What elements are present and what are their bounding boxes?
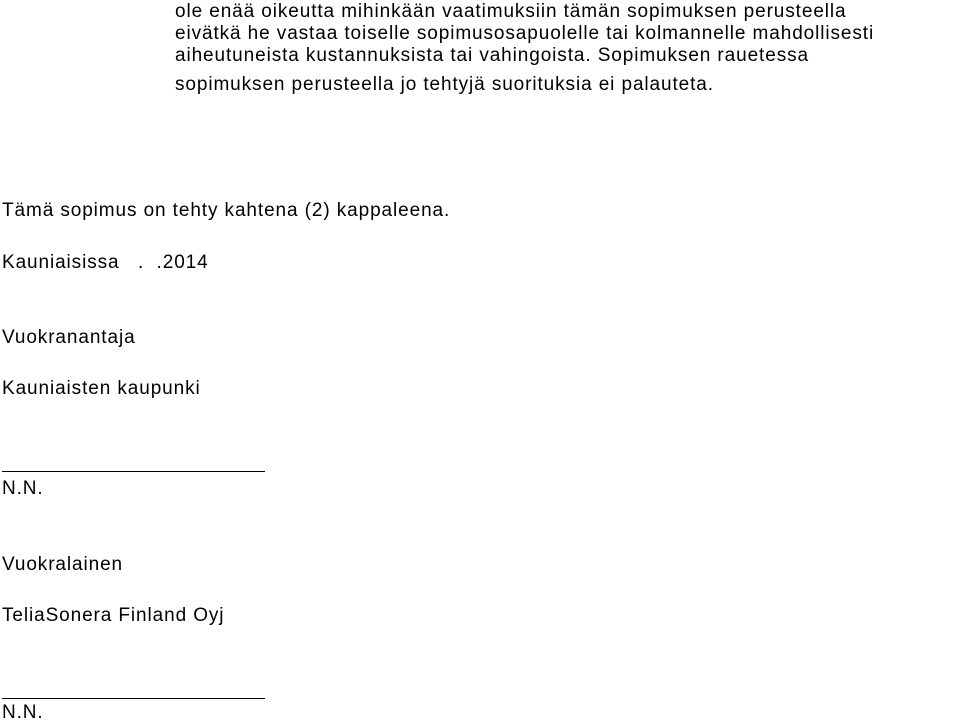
clause-line-3: aiheutuneista kustannuksista tai vahingoista. Sopimuksen rauetessa xyxy=(175,45,809,66)
lessee-signature-line xyxy=(2,698,265,699)
clause-line-4: sopimuksen perusteella jo tehtyjä suorituksia ei palauteta. xyxy=(175,74,714,95)
lessee-name: TeliaSonera Finland Oyj xyxy=(2,605,225,626)
lessor-name: Kauniaisten kaupunki xyxy=(2,378,201,399)
lessee-signer: N.N. xyxy=(2,702,44,723)
copies-statement: Tämä sopimus on tehty kahtena (2) kappaleena. xyxy=(2,200,451,221)
lessor-signer: N.N. xyxy=(2,478,44,499)
place-date: Kauniaisissa . .2014 xyxy=(2,252,209,273)
lessor-signature-line xyxy=(2,471,265,472)
lessee-role: Vuokralainen xyxy=(2,554,124,575)
lessor-role: Vuokranantaja xyxy=(2,327,136,348)
clause-line-1: ole enää oikeutta mihinkään vaatimuksiin tämän sopimuksen perusteella xyxy=(175,1,847,22)
clause-line-2: eivätkä he vastaa toiselle sopimusosapuolelle tai kolmannelle mahdollisesti xyxy=(175,23,875,44)
